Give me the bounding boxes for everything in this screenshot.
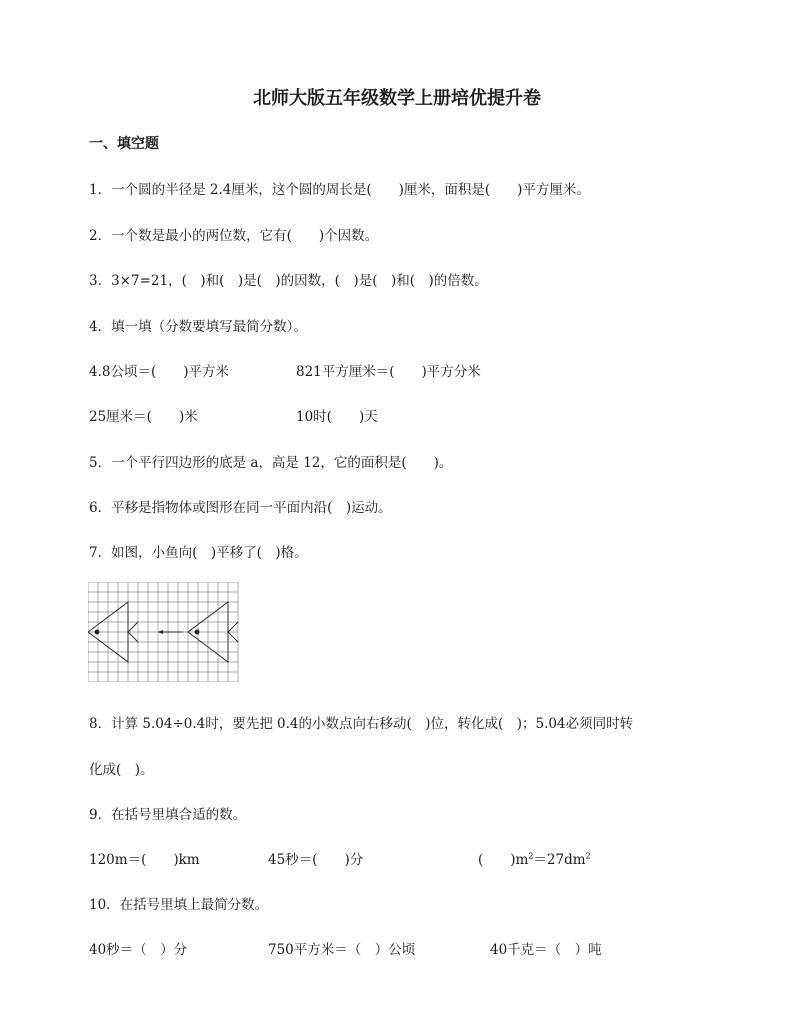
question-9-item-a: 120m＝( )km	[89, 852, 200, 868]
section-heading: 一、填空题	[89, 136, 159, 152]
question-1: 1．一个圆的半径是 2.4厘米，这个圆的周长是( )厘米，面积是( )平方厘米。	[89, 182, 590, 198]
fish-left-eye	[95, 630, 99, 634]
fish-grid-figure	[88, 582, 240, 682]
question-5: 5．一个平行四边形的底是 a，高是 12，它的面积是( )。	[89, 455, 453, 471]
question-4-item-d: 10时( )天	[296, 409, 378, 425]
question-9-item-c-right: ＝27dm	[533, 852, 586, 868]
question-8-line-1: 8．计算 5.04÷0.4时，要先把 0.4的小数点向右移动( )位，转化成( )；5.04必须同时转	[89, 716, 634, 732]
question-4-item-a: 4.8公顷＝( )平方米	[89, 364, 230, 380]
square-exponent-1: 2	[528, 851, 534, 861]
question-4-item-b: 821平方厘米＝( )平方分米	[296, 364, 481, 380]
question-2: 2．一个数是最小的两位数，它有( )个因数。	[89, 228, 379, 244]
question-6: 6．平移是指物体或图形在同一平面内沿( )运动。	[89, 500, 392, 516]
question-10-item-a: 40秒＝（ ）分	[89, 942, 188, 958]
fish-right-eye	[195, 630, 199, 634]
question-10-item-b: 750平方米＝（ ）公顷	[268, 942, 416, 958]
question-7: 7．如图，小鱼向( )平移了( )格。	[89, 545, 308, 561]
page-title: 北师大版五年级数学上册培优提升卷	[253, 88, 541, 109]
question-9-item-c-left: ( )m	[478, 852, 529, 868]
question-9-item-b: 45秒＝( )分	[268, 852, 364, 868]
question-4-item-c: 25厘米＝( )米	[89, 409, 198, 425]
question-9-item-c	[478, 848, 591, 868]
question-9: 9．在括号里填合适的数。	[89, 807, 247, 823]
question-10: 10．在括号里填上最简分数。	[89, 897, 269, 913]
question-10-item-c: 40千克＝（ ）吨	[490, 942, 602, 958]
move-arrow-head	[158, 630, 163, 634]
question-8-line-2: 化成( )。	[89, 762, 154, 778]
question-3: 3．3×7=21，( )和( )是( )的因数，( )是( )和( )的倍数。	[89, 273, 488, 289]
question-4: 4．填一填（分数要填写最简分数）。	[89, 319, 307, 335]
square-exponent-2: 2	[585, 851, 591, 861]
